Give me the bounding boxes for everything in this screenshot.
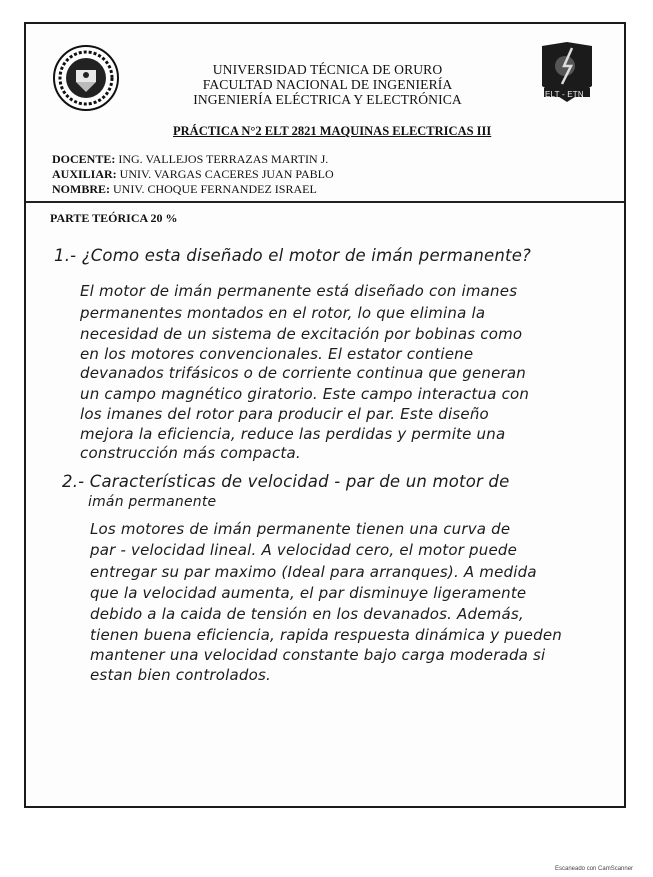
q2-answer-line: mantener una velocidad constante bajo carga moderada si [90,646,546,664]
faculty-name: FACULTAD NACIONAL DE INGENIERÍA [202,77,453,92]
q2-answer-line: que la velocidad aumenta, el par disminuye ligeramente [90,584,527,602]
nombre-value: UNIV. CHOQUE FERNANDEZ ISRAEL [110,182,317,196]
auxiliar-line [52,167,334,182]
docente-value: ING. VALLEJOS TERRAZAS MARTIN J. [115,152,329,166]
q1-answer-line: un campo magnético giratorio. Este campo interactua con [80,385,530,403]
q1-answer-line: los imanes del rotor para producir el par. Este diseño [80,405,489,423]
staff-block [52,152,334,197]
practice-title: PRÁCTICA N°2 ELT 2821 MAQUINAS ELECTRICAS III [173,124,492,138]
question-1: 1.- ¿Como esta diseñado el motor de imán permanente? [54,246,532,265]
q2-answer-line: estan bien controlados. [90,666,271,684]
university-name: UNIVERSIDAD TÉCNICA DE ORURO [212,62,443,77]
q1-answer-line: El motor de imán permanente está diseñado con imanes [80,282,518,300]
q1-answer-line: mejora la eficiencia, reduce las perdidas y permite una [80,425,506,443]
logo-text: ELT - ETN [545,90,584,99]
q1-answer-line: construcción más compacta. [80,444,301,462]
question-2-line: 2.- Características de velocidad - par de un motor de [62,472,510,491]
q1-answer-line: devanados trifásicos o de corriente continua que generan [80,364,527,382]
q1-answer-line: necesidad de un sistema de excitación por bobinas como [80,325,523,343]
docente-label: DOCENTE: [52,152,116,166]
department-name: INGENIERÍA ELÉCTRICA Y ELECTRÓNICA [193,92,462,107]
auxiliar-label: AUXILIAR: [52,167,117,181]
q2-answer-line: tienen buena eficiencia, rapida respuesta dinámica y pueden [90,626,562,644]
auxiliar-value: UNIV. VARGAS CACERES JUAN PABLO [116,167,334,181]
q2-answer-line: debido a la caida de tensión en los devanados. Además, [90,605,524,623]
q2-answer-line: par - velocidad lineal. A velocidad cero, el motor puede [90,541,518,559]
nombre-line [52,182,334,197]
question-2-line: imán permanente [88,494,217,510]
q2-answer-line: entregar su par maximo (Ideal para arranques). A medida [90,563,537,581]
q2-answer-line: Los motores de imán permanente tienen una curva de [90,520,511,538]
nombre-label: NOMBRE: [52,182,110,196]
header-divider [26,201,624,203]
docente-line [52,152,334,167]
scanner-watermark: Escaneado con CamScanner [555,866,634,872]
q1-answer-line: permanentes montados en el rotor, lo que elimina la [80,304,486,322]
university-seal-icon [52,44,120,112]
part-title: PARTE TEÓRICA 20 % [50,211,178,225]
q1-answer-line: en los motores convencionales. El estator contiene [80,345,474,363]
